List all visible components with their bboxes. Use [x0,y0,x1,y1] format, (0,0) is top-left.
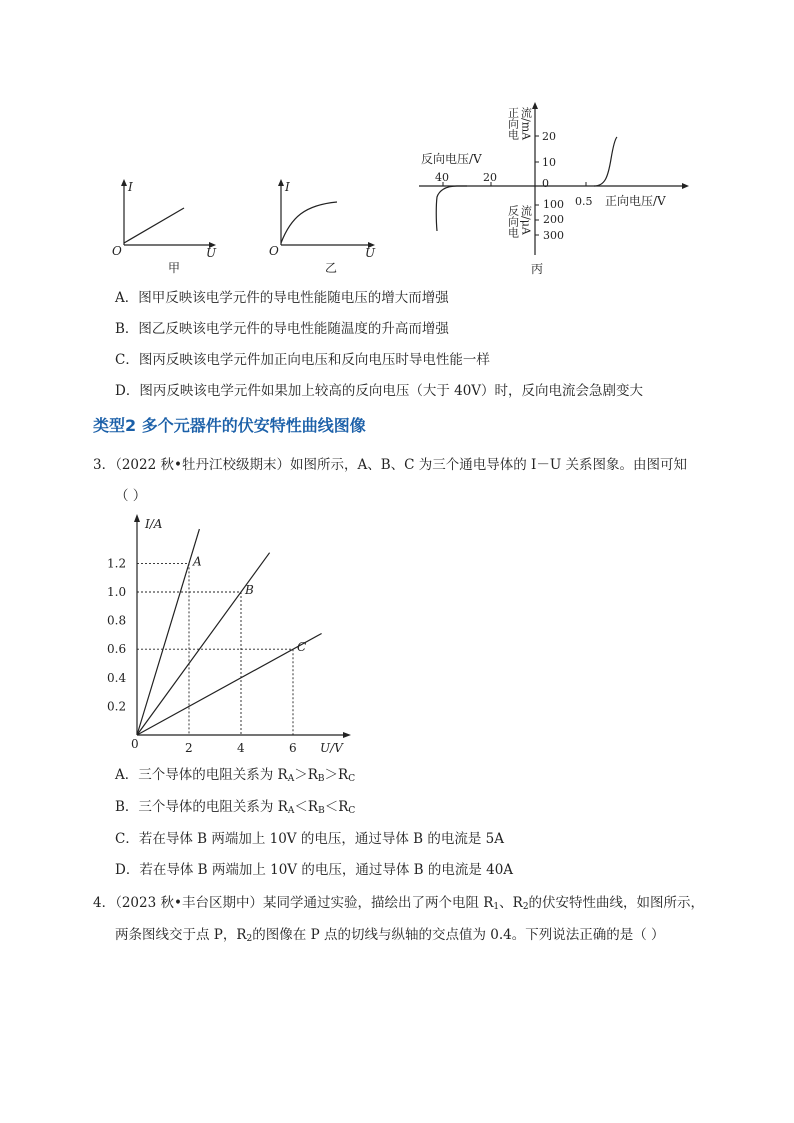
svg-text:正向电压/V: 正向电压/V [605,194,666,208]
svg-text:0.5: 0.5 [575,195,593,208]
x-tick-label: 6 [289,741,297,755]
figure-bing [415,95,690,280]
reverse-curve [436,186,467,231]
q3-option-a: A．三个导体的电阻关系为 $R_A>R_B>R_C$ [115,767,356,784]
svg-text:20: 20 [542,130,556,143]
series-line-A [137,529,199,735]
q3-chart [105,510,365,760]
q3-blank: （ ） [115,488,147,504]
svg-text:U: U [365,246,376,260]
svg-text:100: 100 [543,198,564,211]
q2-option-a: A．图甲反映该电学元件的导电性能随电压的增大而增强 [115,290,449,306]
series-label-A: A [193,554,202,569]
section-heading: 类型2 多个元器件的伏安特性曲线图像 [93,416,366,435]
q3-option-b: B．三个导体的电阻关系为 $R_A<R_B<R_C$ [115,799,356,816]
series-line-C [137,633,322,735]
series-label-C: C [297,640,307,655]
svg-text:300: 300 [543,229,564,242]
x-tick-label: 4 [237,741,245,755]
origin-label: 0 [131,737,139,751]
svg-text:0: 0 [542,177,549,190]
x-tick-label: 2 [185,741,193,755]
x-axis-label: U/V [320,741,343,755]
series-label-B: B [245,583,254,597]
svg-text:10: 10 [542,156,556,169]
svg-text:反向电: 反向电 [506,205,520,238]
svg-text:丙: 丙 [531,262,544,276]
y-tick-label: 1.0 [107,585,127,599]
svg-text:流/mA: 流/mA [519,107,533,141]
forward-curve [594,137,617,186]
svg-text:正向电: 正向电 [506,107,520,140]
svg-text:I: I [128,180,133,194]
q4-stem-line1: 4．（2023 秋•丰台区期中）某同学通过实验，描绘出了两个电阻 $R_1$、$R_2$的伏安特性曲线，如图所示， [93,895,705,912]
figure-yi [265,175,380,275]
q3-option-d: D．若在导体 B 两端加上 10V 的电压，通过导体 B 的电流是 40A [115,862,514,878]
y-tick-label: 0.8 [107,613,127,628]
q2-option-b: B．图乙反映该电学元件的导电性能随温度的升高而增强 [115,321,449,337]
q2-option-d: D．图丙反映该电学元件如果加上较高的反向电压（大于 40V）时，反向电流会急剧变大 [115,383,644,399]
svg-text:U: U [206,246,217,260]
y-tick-label: 0.2 [107,699,127,714]
y-tick-label: 0.6 [107,642,127,657]
q3-stem: 3．（2022 秋•牡丹江校级期末）如图所示，A、B、C 为三个通电导体的 I－U 关系图象。由图可知 [93,457,688,473]
jia-line [124,208,184,243]
svg-text:O: O [112,244,122,258]
svg-text:乙: 乙 [325,261,338,275]
yi-curve [281,202,337,243]
svg-text:O: O [269,244,279,258]
series-line-B [137,553,270,735]
y-axis-label: I/A [145,517,163,531]
svg-text:流/μA: 流/μA [519,205,533,235]
q2-option-c: C．图丙反映该电学元件加正向电压和反向电压时导电性能一样 [115,352,490,368]
svg-text:20: 20 [483,171,497,184]
svg-text:I: I [285,180,290,194]
q4-stem-line2: 两条图线交于点 P，$R_2$的图像在 P 点的切线与纵轴的交点值为 0.4。下列说法正确的是（ ） [115,927,665,944]
q3-option-c: C．若在导体 B 两端加上 10V 的电压，通过导体 B 的电流是 5A [115,831,504,847]
svg-text:40: 40 [435,171,449,184]
svg-text:200: 200 [543,213,564,226]
y-tick-label: 0.4 [107,670,127,685]
svg-text:甲: 甲 [168,261,181,275]
y-tick-label: 1.2 [107,556,127,571]
svg-text:反向电压/V: 反向电压/V [421,152,482,166]
figure-jia [110,175,220,275]
